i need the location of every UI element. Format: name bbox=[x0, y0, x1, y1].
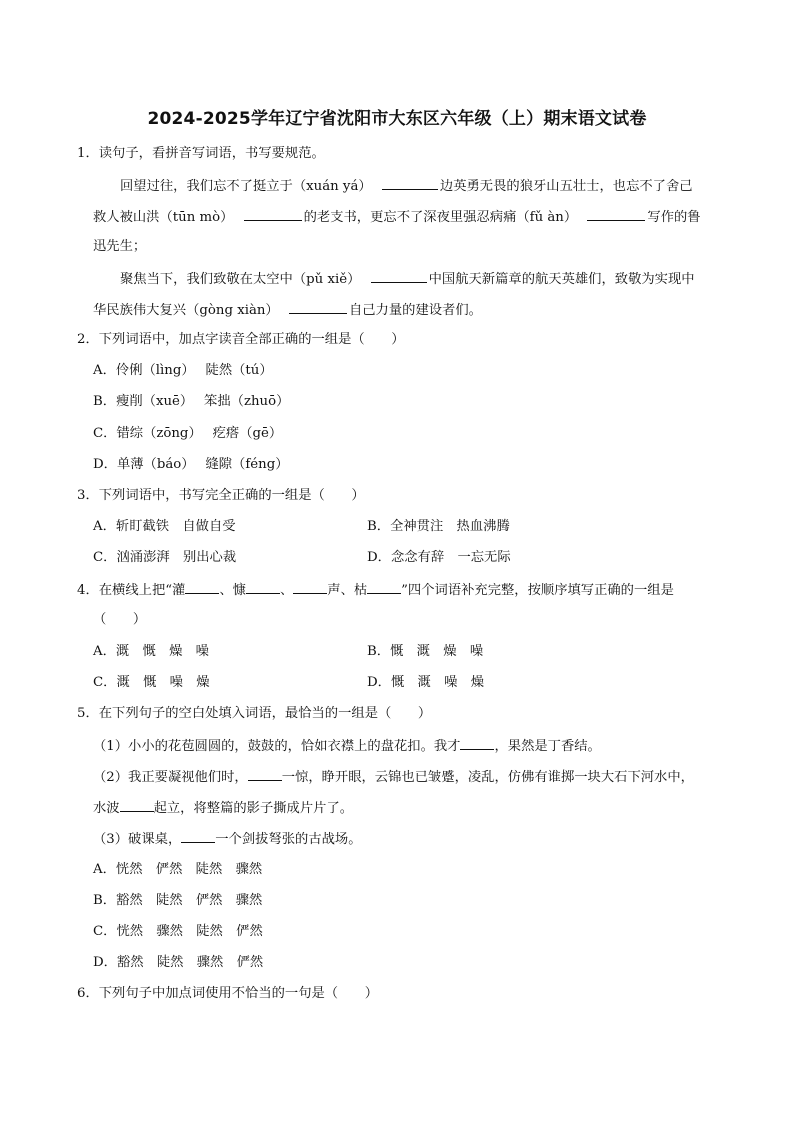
text-segment: （2）我正要凝视他们时， bbox=[93, 770, 248, 785]
question-4-stem bbox=[77, 581, 674, 599]
option-b[interactable]: B．瘦削（xuē） 笨拙（zhuō） bbox=[93, 394, 290, 409]
text-segment: （3）破课桌， bbox=[93, 832, 182, 847]
text-segment: 一惊，睁开眼，云锦也已皱蹙，凌乱，仿佛有谁掷一块大石下河水中， bbox=[281, 770, 694, 785]
question-1-stem: 1．读句子，看拼音写词语，书写要规范。 bbox=[77, 146, 325, 161]
question-1-line bbox=[120, 270, 695, 288]
option-b[interactable]: B．豁然 陡然 俨然 骤然 bbox=[93, 893, 263, 908]
text-segment: 的老支书，更忘不了深夜里强忍病痛（fǔ àn） bbox=[303, 210, 578, 225]
question-2-stem: 2．下列词语中，加点字读音全部正确的一组是（ ） bbox=[77, 332, 405, 347]
text-segment: 华民族伟大复兴（gòng xiàn） bbox=[93, 303, 279, 318]
fill-blank[interactable] bbox=[371, 270, 427, 283]
text-segment: 自己力量的建设者们。 bbox=[348, 303, 482, 318]
text-segment: 写作的鲁 bbox=[647, 210, 701, 225]
text-segment: 、慷 bbox=[219, 583, 246, 598]
question-5-sentence-1 bbox=[93, 737, 601, 755]
option-a[interactable]: A．斩盯截铁 自做自受 bbox=[93, 519, 236, 534]
option-c[interactable]: C．溉 慨 噪 燥 bbox=[93, 675, 210, 690]
fill-blank[interactable] bbox=[120, 799, 154, 812]
question-6-stem: 6．下列句子中加点词使用不恰当的一句是（ ） bbox=[77, 986, 378, 1001]
question-5-sentence-2 bbox=[93, 768, 694, 786]
fill-blank[interactable] bbox=[246, 581, 280, 594]
text-segment: 边英勇无畏的狼牙山五壮士，也忘不了舍己 bbox=[439, 179, 693, 194]
question-1-line: 迅先生； bbox=[93, 239, 147, 254]
option-c[interactable]: C．恍然 骤然 陡然 俨然 bbox=[93, 924, 263, 939]
option-d[interactable]: D．豁然 陡然 骤然 俨然 bbox=[93, 955, 264, 970]
text-segment: 回望过往，我们忘不了挺立于（xuán yá） bbox=[120, 179, 372, 194]
option-d[interactable]: D．念念有辞 一忘无际 bbox=[367, 550, 511, 565]
fill-blank[interactable] bbox=[293, 581, 327, 594]
text-segment: 一个剑拔弩张的古战场。 bbox=[215, 832, 362, 847]
text-segment: 4．在横线上把“灌 bbox=[77, 583, 186, 598]
fill-blank[interactable] bbox=[289, 301, 347, 314]
text-segment: ”四个词语补充完整，按顺序填写正确的一组是 bbox=[401, 583, 674, 598]
fill-blank[interactable] bbox=[244, 208, 302, 221]
question-5-sentence-2-cont bbox=[93, 799, 353, 817]
text-segment: 水波 bbox=[93, 801, 120, 816]
option-b[interactable]: B．慨 溉 燥 噪 bbox=[367, 644, 484, 659]
option-a[interactable]: A．伶俐（lìng） 陡然（tú） bbox=[93, 363, 273, 378]
option-a[interactable]: A．恍然 俨然 陡然 骤然 bbox=[93, 862, 263, 877]
fill-blank[interactable] bbox=[587, 208, 645, 221]
text-segment: （1）小小的花苞圆圆的，鼓鼓的，恰如衣襟上的盘花扣。我才 bbox=[93, 739, 461, 754]
question-1-line bbox=[120, 177, 693, 195]
question-1-line bbox=[93, 301, 482, 319]
fill-blank[interactable] bbox=[185, 581, 219, 594]
question-5-sentence-3 bbox=[93, 830, 362, 848]
text-segment: ，果然是丁香结。 bbox=[494, 739, 601, 754]
text-segment: 、 bbox=[279, 583, 294, 598]
text-segment: 救人被山洪（tūn mò） bbox=[93, 210, 234, 225]
text-segment: 聚焦当下，我们致敬在太空中（pǔ xiě） bbox=[120, 272, 361, 287]
fill-blank[interactable] bbox=[382, 177, 438, 190]
option-b[interactable]: B．全神贯注 热血沸腾 bbox=[367, 519, 510, 534]
option-c[interactable]: C．汹涌澎湃 别出心裁 bbox=[93, 550, 237, 565]
option-d[interactable]: D．慨 溉 噪 燥 bbox=[367, 675, 485, 690]
option-a[interactable]: A．溉 慨 燥 噪 bbox=[93, 644, 209, 659]
fill-blank[interactable] bbox=[367, 581, 401, 594]
text-segment: 声、枯 bbox=[327, 583, 368, 598]
fill-blank[interactable] bbox=[181, 830, 215, 843]
page-title: 2024-2025学年辽宁省沈阳市大东区六年级（上）期末语文试卷 bbox=[147, 109, 647, 129]
fill-blank[interactable] bbox=[460, 737, 494, 750]
text-segment: 起立，将整篇的影子撕成片片了。 bbox=[153, 801, 354, 816]
question-3-stem: 3．下列词语中，书写完全正确的一组是（ ） bbox=[77, 488, 365, 503]
option-d[interactable]: D．单薄（báo） 缝隙（féng） bbox=[93, 457, 289, 472]
option-c[interactable]: C．错综（zōng） 疙瘩（gē） bbox=[93, 426, 283, 441]
question-1-line bbox=[93, 208, 701, 226]
answer-paren: （ ） bbox=[93, 612, 147, 627]
text-segment: 中国航天新篇章的航天英雄们，致敬为实现中 bbox=[428, 272, 695, 287]
fill-blank[interactable] bbox=[248, 768, 282, 781]
question-5-stem: 5．在下列句子的空白处填入词语，最恰当的一组是（ ） bbox=[77, 706, 432, 721]
